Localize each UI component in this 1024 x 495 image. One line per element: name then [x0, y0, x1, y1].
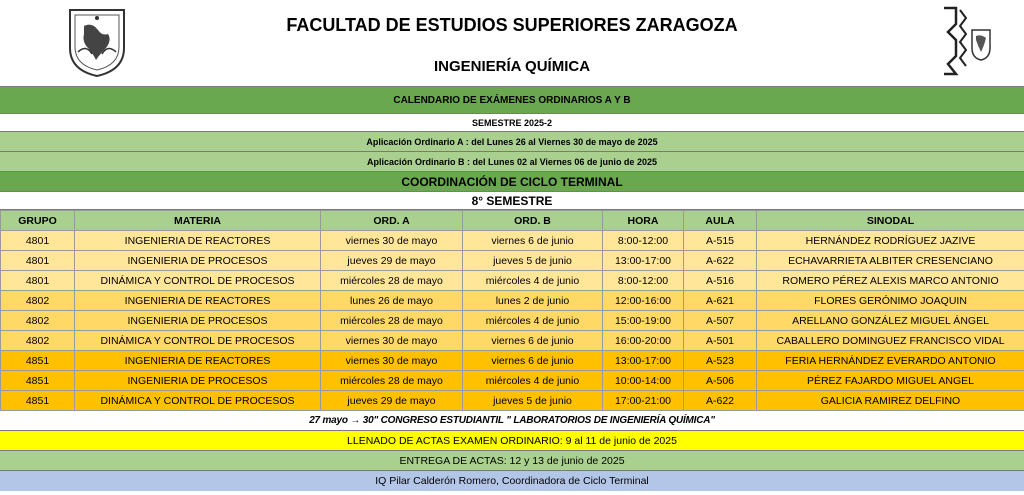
cell-subject: INGENIERIA DE PROCESOS: [75, 371, 321, 391]
cell-subject: INGENIERIA DE REACTORES: [75, 291, 321, 311]
table-row: [1, 251, 1024, 271]
cell-room: A-506: [684, 371, 757, 391]
cell-subject: DINÁMICA Y CONTROL DE PROCESOS: [75, 391, 321, 411]
cell-examiner: PÉREZ FAJARDO MIGUEL ANGEL: [757, 371, 1024, 391]
cell-ord-b: jueves 5 de junio: [463, 251, 603, 271]
cell-examiner: FLORES GERÓNIMO JOAQUIN: [757, 291, 1024, 311]
cell-ord-a: viernes 30 de mayo: [321, 331, 463, 351]
column-header-time: HORA: [603, 211, 684, 231]
coordinator-signature: IQ Pilar Calderón Romero, Coordinadora de Ciclo Terminal: [375, 475, 649, 487]
cell-examiner: FERIA HERNÁNDEZ EVERARDO ANTONIO: [757, 351, 1024, 371]
table-row: [1, 311, 1024, 331]
cell-subject: DINÁMICA Y CONTROL DE PROCESOS: [75, 271, 321, 291]
table-row: [1, 391, 1024, 411]
cell-examiner: ROMERO PÉREZ ALEXIS MARCO ANTONIO: [757, 271, 1024, 291]
column-header-group: GRUPO: [1, 211, 75, 231]
table-row: [1, 351, 1024, 371]
cell-ord-b: lunes 2 de junio: [463, 291, 603, 311]
cell-subject: INGENIERIA DE PROCESOS: [75, 311, 321, 331]
cell-subject: DINÁMICA Y CONTROL DE PROCESOS: [75, 331, 321, 351]
cell-room: A-622: [684, 251, 757, 271]
column-header-room: AULA: [684, 211, 757, 231]
cell-examiner: GALICIA RAMIREZ DELFINO: [757, 391, 1024, 411]
cell-ord-b: viernes 6 de junio: [463, 231, 603, 251]
cell-subject: INGENIERIA DE REACTORES: [75, 231, 321, 251]
cell-time: 8:00-12:00: [603, 271, 684, 291]
cell-examiner: CABALLERO DOMINGUEZ FRANCISCO VIDAL: [757, 331, 1024, 351]
congress-band: [0, 411, 1024, 431]
calendar-title-band: [0, 86, 1024, 114]
cell-room: A-516: [684, 271, 757, 291]
cell-ord-b: miércoles 4 de junio: [463, 371, 603, 391]
cell-examiner: HERNÁNDEZ RODRÍGUEZ JAZIVE: [757, 231, 1024, 251]
deliver-records-text: ENTREGA DE ACTAS: 12 y 13 de junio de 2025: [399, 454, 625, 467]
cell-time: 15:00-19:00: [603, 311, 684, 331]
application-b-band: [0, 152, 1024, 172]
cell-group: 4802: [1, 311, 75, 331]
calendar-title: CALENDARIO DE EXÁMENES ORDINARIOS A Y B: [393, 94, 631, 106]
cell-room: A-621: [684, 291, 757, 311]
cell-ord-b: viernes 6 de junio: [463, 331, 603, 351]
semester-level-label: 8° SEMESTRE: [471, 193, 553, 208]
cell-ord-b: miércoles 4 de junio: [463, 271, 603, 291]
fes-zaragoza-logo: [940, 4, 1000, 78]
cell-room: A-507: [684, 311, 757, 331]
cell-room: A-501: [684, 331, 757, 351]
table-row: [1, 331, 1024, 351]
cell-group: 4851: [1, 351, 75, 371]
column-header-ord-b: ORD. B: [463, 211, 603, 231]
cell-time: 8:00-12:00: [603, 231, 684, 251]
column-header-examiner: SINODAL: [757, 211, 1024, 231]
cell-time: 16:00-20:00: [603, 331, 684, 351]
cell-subject: INGENIERIA DE PROCESOS: [75, 251, 321, 271]
column-header-subject: MATERIA: [75, 211, 321, 231]
cell-ord-a: jueves 29 de mayo: [321, 391, 463, 411]
cell-ord-a: jueves 29 de mayo: [321, 251, 463, 271]
cell-group: 4802: [1, 291, 75, 311]
deliver-records-band: [0, 451, 1024, 471]
cell-group: 4801: [1, 251, 75, 271]
cell-ord-a: viernes 30 de mayo: [321, 351, 463, 371]
table-row: [1, 271, 1024, 291]
table-header-row: [1, 211, 1024, 231]
table-row: [1, 371, 1024, 391]
cell-ord-b: jueves 5 de junio: [463, 391, 603, 411]
cell-group: 4851: [1, 371, 75, 391]
cell-room: A-523: [684, 351, 757, 371]
cell-group: 4801: [1, 231, 75, 251]
cell-room: A-622: [684, 391, 757, 411]
semester-band: [0, 114, 1024, 132]
cell-time: 13:00-17:00: [603, 351, 684, 371]
coordination-title: COORDINACIÓN DE CICLO TERMINAL: [401, 174, 623, 189]
application-a-text: Aplicación Ordinario A : del Lunes 26 al Viernes 30 de mayo de 2025: [366, 136, 658, 147]
cell-ord-a: miércoles 28 de mayo: [321, 311, 463, 331]
congress-text: 27 mayo → 30" CONGRESO ESTUDIANTIL " LABORATORIOS DE INGENIERÍA QUÍMICA": [309, 415, 715, 426]
coordination-band: [0, 172, 1024, 192]
cell-group: 4851: [1, 391, 75, 411]
application-b-text: Aplicación Ordinario B : del Lunes 02 al Viernes 06 de junio de 2025: [367, 156, 657, 167]
program-title: INGENIERÍA QUÍMICA: [433, 58, 591, 75]
cell-ord-b: miércoles 4 de junio: [463, 311, 603, 331]
cell-time: 17:00-21:00: [603, 391, 684, 411]
cell-group: 4802: [1, 331, 75, 351]
cell-subject: INGENIERIA DE REACTORES: [75, 351, 321, 371]
faculty-title: FACULTAD DE ESTUDIOS SUPERIORES ZARAGOZA: [286, 15, 738, 35]
application-a-band: [0, 132, 1024, 152]
cell-ord-a: lunes 26 de mayo: [321, 291, 463, 311]
cell-ord-a: miércoles 28 de mayo: [321, 271, 463, 291]
cell-room: A-515: [684, 231, 757, 251]
cell-ord-b: viernes 6 de junio: [463, 351, 603, 371]
page-header: [0, 0, 1024, 86]
fill-records-text: LLENADO DE ACTAS EXAMEN ORDINARIO: 9 al 11 de junio de 2025: [347, 434, 677, 447]
cell-ord-a: miércoles 28 de mayo: [321, 371, 463, 391]
exam-schedule-table: [0, 210, 1024, 411]
cell-examiner: ARELLANO GONZÁLEZ MIGUEL ÁNGEL: [757, 311, 1024, 331]
cell-time: 13:00-17:00: [603, 251, 684, 271]
cell-time: 10:00-14:00: [603, 371, 684, 391]
semester-label: SEMESTRE 2025-2: [471, 117, 553, 128]
column-header-ord-a: ORD. A: [321, 211, 463, 231]
table-row: [1, 291, 1024, 311]
cell-ord-a: viernes 30 de mayo: [321, 231, 463, 251]
cell-time: 12:00-16:00: [603, 291, 684, 311]
semester-level-band: [0, 192, 1024, 210]
table-row: [1, 231, 1024, 251]
signature-band: [0, 471, 1024, 491]
cell-group: 4801: [1, 271, 75, 291]
cell-examiner: ECHAVARRIETA ALBITER CRESENCIANO: [757, 251, 1024, 271]
fill-records-band: [0, 431, 1024, 451]
